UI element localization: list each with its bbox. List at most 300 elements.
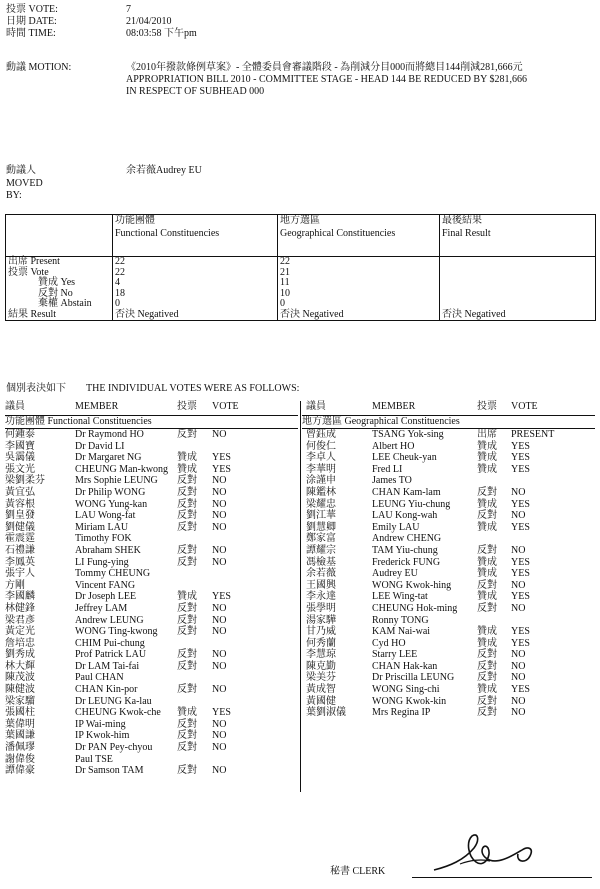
col-vote-zh: 投票 xyxy=(177,401,197,412)
member-name-en: Starry LEE xyxy=(372,649,418,661)
summary-cell: 否決 Negatived xyxy=(278,310,440,321)
list-column-header xyxy=(5,401,298,416)
member-name-en: LEE Wing-tat xyxy=(372,591,428,603)
member-name-zh: 李慧琼 xyxy=(306,649,336,661)
summary-row-label: 投票 Vote xyxy=(6,268,113,279)
summary-col-final xyxy=(440,215,596,257)
member-vote-en: NO xyxy=(212,556,227,568)
member-row xyxy=(5,626,298,638)
member-vote-zh: 反對 xyxy=(477,695,497,707)
member-name-zh: 劉慧卿 xyxy=(306,521,336,533)
member-name-en: Audrey EU xyxy=(372,568,418,580)
member-name-en: CHEUNG Kwok-che xyxy=(75,707,161,719)
member-name-en: Dr Philip WONG xyxy=(75,486,146,498)
member-vote-zh: 反對 xyxy=(177,556,197,568)
member-name-zh: 黃成智 xyxy=(306,684,336,696)
member-vote-zh: 贊成 xyxy=(177,452,197,464)
member-name-zh: 譚偉豪 xyxy=(5,765,35,777)
member-row xyxy=(302,591,595,603)
member-name-zh: 葉劉淑儀 xyxy=(306,707,346,719)
member-vote-zh: 反對 xyxy=(177,486,197,498)
member-vote-en: YES xyxy=(511,463,530,475)
member-vote-zh: 反對 xyxy=(177,498,197,510)
member-name-en: LEUNG Yiu-chung xyxy=(372,498,451,510)
member-row xyxy=(302,475,595,487)
member-vote-zh: 贊成 xyxy=(177,463,197,475)
member-name-zh: 謝偉俊 xyxy=(5,753,35,765)
member-vote-en: NO xyxy=(511,649,526,661)
member-vote-en: NO xyxy=(511,579,526,591)
summary-cell xyxy=(440,257,596,268)
summary-row-label-cell xyxy=(6,299,113,310)
member-name-en: Jeffrey LAM xyxy=(75,602,128,614)
member-vote-en: NO xyxy=(212,626,227,638)
member-vote-zh: 反對 xyxy=(177,510,197,522)
member-name-en: TSANG Yok-sing xyxy=(372,429,444,440)
col-member-zh: 議員 xyxy=(5,401,25,412)
motion-chinese: 《2010年撥款條例草案》- 全體委員會審議階段 - 為削減分目000而將總目144削減281,666元 xyxy=(126,62,523,73)
col-vote-en: VOTE xyxy=(511,401,538,412)
col-vote-zh: 投票 xyxy=(477,401,497,412)
summary-cell: 否決 Negatived xyxy=(440,310,596,321)
member-row xyxy=(302,533,595,545)
summary-cell: 否決 Negatived xyxy=(113,310,278,321)
individual-votes-intro: 個別表決如下 THE INDIVIDUAL VOTES WERE AS FOLLOWS: xyxy=(6,383,300,394)
summary-col-fc xyxy=(113,215,278,257)
motion-english-line1: APPROPRIATION BILL 2010 - COMMITTEE STAGE - HEAD 144 BE REDUCED BY $281,666 xyxy=(126,74,527,85)
date-label: 日期 DATE: xyxy=(6,16,57,27)
member-name-zh: 王國興 xyxy=(306,579,336,591)
member-row xyxy=(5,487,298,499)
member-vote-en: NO xyxy=(511,510,526,522)
member-row xyxy=(302,510,595,522)
member-vote-zh: 反對 xyxy=(177,684,197,696)
member-vote-en: NO xyxy=(212,649,227,661)
member-name-en: Dr Samson TAM xyxy=(75,765,144,777)
member-name-en: Dr PAN Pey-chyou xyxy=(75,742,153,754)
member-vote-zh: 贊成 xyxy=(177,591,197,603)
time-row xyxy=(6,28,306,40)
member-row xyxy=(5,638,298,650)
member-vote-en: NO xyxy=(212,614,227,626)
member-name-zh: 馮檢基 xyxy=(306,556,336,568)
summary-cell xyxy=(440,289,596,300)
column-divider xyxy=(300,401,301,792)
member-vote-zh: 贊成 xyxy=(477,637,497,649)
member-row xyxy=(5,754,298,766)
member-row xyxy=(5,649,298,661)
vote-number-row xyxy=(6,4,306,16)
member-row xyxy=(5,707,298,719)
member-vote-zh: 反對 xyxy=(177,765,197,777)
member-name-en: CHAN Hak-kan xyxy=(372,660,438,672)
member-vote-en: NO xyxy=(212,429,227,440)
member-name-zh: 甘乃威 xyxy=(306,626,336,638)
member-vote-zh: 反對 xyxy=(177,730,197,742)
member-row xyxy=(5,568,298,580)
member-row xyxy=(5,580,298,592)
member-row xyxy=(302,696,595,708)
member-name-zh: 詹培忠 xyxy=(5,637,35,649)
member-name-en: WONG Sing-chi xyxy=(372,684,440,696)
member-row xyxy=(302,452,595,464)
member-vote-en: YES xyxy=(212,591,231,603)
summary-row-label: 反對 No xyxy=(38,287,73,299)
member-vote-en: NO xyxy=(212,602,227,614)
fc-vote-list xyxy=(5,401,298,777)
member-name-en: Mrs Regina IP xyxy=(372,707,431,719)
member-vote-zh: 贊成 xyxy=(477,498,497,510)
member-name-en: CHAN Kin-por xyxy=(75,684,138,696)
member-name-zh: 林大輝 xyxy=(5,660,35,672)
member-name-en: LAU Kong-wah xyxy=(372,510,438,522)
member-name-zh: 何俊仁 xyxy=(306,440,336,452)
member-name-en: Miriam LAU xyxy=(75,521,129,533)
member-row xyxy=(302,638,595,650)
member-name-zh: 葉偉明 xyxy=(5,718,35,730)
summary-cell: 4 xyxy=(113,278,278,289)
member-name-en: Vincent FANG xyxy=(75,579,136,591)
member-name-en: Abraham SHEK xyxy=(75,544,141,556)
member-row xyxy=(5,452,298,464)
vote-number-value: 7 xyxy=(126,4,131,15)
member-name-en: Tommy CHEUNG xyxy=(75,568,151,580)
member-vote-zh: 出席 xyxy=(477,429,497,440)
member-vote-zh: 反對 xyxy=(177,602,197,614)
member-row xyxy=(5,522,298,534)
member-vote-en: YES xyxy=(212,463,231,475)
member-vote-zh: 反對 xyxy=(177,429,197,440)
member-vote-zh: 反對 xyxy=(177,660,197,672)
member-name-zh: 李國麟 xyxy=(5,591,35,603)
col-gc-zh: 地方選區 xyxy=(280,215,320,226)
member-vote-zh: 贊成 xyxy=(477,452,497,464)
member-name-en: KAM Nai-wai xyxy=(372,626,431,638)
member-row xyxy=(5,499,298,511)
summary-header-row xyxy=(6,215,596,257)
member-row xyxy=(5,765,298,777)
member-vote-en: NO xyxy=(212,486,227,498)
summary-row-label-cell xyxy=(6,278,113,289)
member-vote-zh: 反對 xyxy=(477,672,497,684)
member-name-zh: 李華明 xyxy=(306,463,336,475)
summary-row-yes xyxy=(6,278,596,289)
member-name-zh: 方剛 xyxy=(5,579,25,591)
col-member-en: MEMBER xyxy=(372,401,416,412)
member-vote-en: YES xyxy=(511,440,530,452)
member-row xyxy=(302,615,595,627)
summary-cell xyxy=(440,268,596,279)
gc-section-title: 地方選區 Geographical Constituencies xyxy=(302,416,595,429)
member-vote-zh: 反對 xyxy=(477,486,497,498)
member-name-zh: 林健鋒 xyxy=(5,602,35,614)
member-vote-en: NO xyxy=(511,672,526,684)
member-name-en: Frederick FUNG xyxy=(372,556,441,568)
member-vote-zh: 反對 xyxy=(477,544,497,556)
member-vote-en: NO xyxy=(212,718,227,730)
member-vote-en: YES xyxy=(511,556,530,568)
member-name-zh: 黃宜弘 xyxy=(5,486,35,498)
member-vote-zh: 反對 xyxy=(177,521,197,533)
member-row xyxy=(302,661,595,673)
member-row xyxy=(5,742,298,754)
col-gc-en: Geographical Constituencies xyxy=(280,227,396,239)
member-name-zh: 陳克勤 xyxy=(306,660,336,672)
member-vote-en: NO xyxy=(212,544,227,556)
member-row xyxy=(302,499,595,511)
member-row xyxy=(5,719,298,731)
member-row xyxy=(5,533,298,545)
member-vote-zh: 贊成 xyxy=(477,440,497,452)
mover-label: 動議人 MOVED BY: xyxy=(6,165,43,201)
member-vote-en: NO xyxy=(212,730,227,742)
clerk-signature-line xyxy=(412,877,592,878)
member-name-zh: 黃定光 xyxy=(5,626,35,638)
member-vote-zh: 反對 xyxy=(177,544,197,556)
list-column-header xyxy=(302,401,595,416)
summary-cell: 22 xyxy=(113,257,278,268)
member-name-en: Mrs Sophie LEUNG xyxy=(75,475,158,487)
member-row xyxy=(302,487,595,499)
member-name-zh: 陳健波 xyxy=(5,684,35,696)
member-row xyxy=(5,429,298,441)
member-name-zh: 張文光 xyxy=(5,463,35,475)
summary-row-label: 贊成 Yes xyxy=(38,277,76,288)
member-vote-zh: 贊成 xyxy=(477,463,497,475)
member-name-en: Dr Margaret NG xyxy=(75,452,142,464)
member-row xyxy=(5,510,298,522)
summary-table xyxy=(5,214,596,321)
member-row xyxy=(5,441,298,453)
member-name-en: Ronny TONG xyxy=(372,614,429,626)
col-member-en: MEMBER xyxy=(75,401,119,412)
member-name-en: IP Wai-ming xyxy=(75,718,126,730)
col-final-en: Final Result xyxy=(442,227,491,239)
member-vote-en: YES xyxy=(511,637,530,649)
member-row xyxy=(5,661,298,673)
member-name-zh: 劉江華 xyxy=(306,510,336,522)
member-name-zh: 黃國健 xyxy=(306,695,336,707)
member-name-en: CHAN Kam-lam xyxy=(372,486,441,498)
member-vote-en: NO xyxy=(511,660,526,672)
summary-row-label: 出席 Present xyxy=(6,257,113,268)
col-member-zh: 議員 xyxy=(306,401,326,412)
member-name-zh: 何鍾泰 xyxy=(5,429,35,440)
member-vote-zh: 反對 xyxy=(177,718,197,730)
summary-col-gc xyxy=(278,215,440,257)
member-vote-zh: 反對 xyxy=(477,579,497,591)
member-name-zh: 葉國謙 xyxy=(5,730,35,742)
summary-cell: 18 xyxy=(113,289,278,300)
member-row xyxy=(5,672,298,684)
member-row xyxy=(302,626,595,638)
member-row xyxy=(5,730,298,742)
member-vote-en: NO xyxy=(511,602,526,614)
member-name-en: LI Fung-ying xyxy=(75,556,129,568)
member-row xyxy=(5,545,298,557)
member-name-en: WONG Kwok-hing xyxy=(372,579,452,591)
member-name-zh: 梁美芬 xyxy=(306,672,336,684)
member-name-zh: 鄭家富 xyxy=(306,533,336,545)
member-name-zh: 劉皇發 xyxy=(5,510,35,522)
summary-cell xyxy=(440,278,596,289)
member-vote-zh: 反對 xyxy=(177,614,197,626)
summary-row-label: 棄權 Abstain xyxy=(38,298,92,309)
member-name-zh: 潘佩璆 xyxy=(5,742,35,754)
member-vote-zh: 贊成 xyxy=(477,591,497,603)
summary-cell: 0 xyxy=(113,299,278,310)
member-vote-zh: 贊成 xyxy=(177,707,197,719)
member-vote-zh: 反對 xyxy=(477,510,497,522)
mover-value: 余若薇Audrey EU xyxy=(126,165,202,176)
col-fc-zh: 功能團體 xyxy=(115,215,155,226)
summary-cell: 22 xyxy=(278,257,440,268)
member-name-zh: 梁耀忠 xyxy=(306,498,336,510)
member-vote-en: NO xyxy=(212,498,227,510)
member-name-en: Fred LI xyxy=(372,463,403,475)
member-name-en: Andrew CHENG xyxy=(372,533,442,545)
member-vote-zh: 反對 xyxy=(477,707,497,719)
member-vote-en: NO xyxy=(212,765,227,777)
member-row xyxy=(302,441,595,453)
member-name-en: TAM Yiu-chung xyxy=(372,544,438,556)
member-name-en: Andrew LEUNG xyxy=(75,614,144,626)
time-value: 08:03:58 下午pm xyxy=(126,28,197,39)
member-vote-zh: 贊成 xyxy=(477,568,497,580)
member-row xyxy=(5,557,298,569)
member-row xyxy=(302,429,595,441)
summary-cell: 11 xyxy=(278,278,440,289)
member-row xyxy=(5,603,298,615)
member-name-zh: 李國寶 xyxy=(5,440,35,452)
member-name-zh: 湯家驊 xyxy=(306,614,336,626)
member-vote-en: NO xyxy=(212,521,227,533)
member-vote-en: NO xyxy=(511,486,526,498)
summary-row-vote xyxy=(6,268,596,279)
member-name-zh: 余若薇 xyxy=(306,568,336,580)
clerk-label: 秘書 CLERK xyxy=(330,866,386,877)
member-name-en: Timothy FOK xyxy=(75,533,132,545)
member-name-en: James TO xyxy=(372,475,412,487)
member-name-en: CHIM Pui-chung xyxy=(75,637,145,649)
summary-row-no xyxy=(6,289,596,300)
member-vote-zh: 贊成 xyxy=(477,684,497,696)
member-vote-zh: 反對 xyxy=(177,626,197,638)
summary-cell xyxy=(440,299,596,310)
member-name-zh: 李卓人 xyxy=(306,452,336,464)
motion-label: 動議 MOTION: xyxy=(6,62,72,73)
member-vote-en: NO xyxy=(212,475,227,487)
member-vote-zh: 贊成 xyxy=(477,521,497,533)
summary-row-result xyxy=(6,310,596,321)
member-name-zh: 李鳳英 xyxy=(5,556,35,568)
member-name-en: Cyd HO xyxy=(372,637,406,649)
member-name-en: IP Kwok-him xyxy=(75,730,130,742)
member-row xyxy=(302,545,595,557)
member-name-zh: 陳鑑林 xyxy=(306,486,336,498)
member-row xyxy=(302,684,595,696)
member-row xyxy=(302,557,595,569)
date-value: 21/04/2010 xyxy=(126,16,172,27)
motion-body xyxy=(126,62,596,98)
member-name-en: Prof Patrick LAU xyxy=(75,649,147,661)
member-name-zh: 譚耀宗 xyxy=(306,544,336,556)
member-name-zh: 劉健儀 xyxy=(5,521,35,533)
member-name-zh: 吳靄儀 xyxy=(5,452,35,464)
member-name-zh: 石禮謙 xyxy=(5,544,35,556)
time-label: 時間 TIME: xyxy=(6,28,56,39)
summary-row-abstain xyxy=(6,299,596,310)
member-vote-zh: 贊成 xyxy=(477,626,497,638)
member-name-en: Dr LAM Tai-fai xyxy=(75,660,140,672)
member-row xyxy=(5,696,298,708)
member-name-en: Dr Raymond HO xyxy=(75,429,144,440)
summary-cell: 0 xyxy=(278,299,440,310)
member-name-zh: 梁君彥 xyxy=(5,614,35,626)
member-name-en: LEE Cheuk-yan xyxy=(372,452,437,464)
member-row xyxy=(302,649,595,661)
member-vote-en: YES xyxy=(511,591,530,603)
clerk-signature xyxy=(430,826,550,878)
member-name-en: Paul TSE xyxy=(75,753,113,765)
member-name-en: Dr Priscilla LEUNG xyxy=(372,672,455,684)
member-row xyxy=(5,464,298,476)
member-vote-en: YES xyxy=(511,626,530,638)
member-name-zh: 張學明 xyxy=(306,602,336,614)
col-final-zh: 最後結果 xyxy=(442,215,482,226)
member-vote-en: YES xyxy=(212,707,231,719)
member-name-en: Emily LAU xyxy=(372,521,420,533)
col-vote-en: VOTE xyxy=(212,401,239,412)
member-vote-en: NO xyxy=(511,707,526,719)
member-name-en: CHEUNG Hok-ming xyxy=(372,602,458,614)
motion-english-line2: IN RESPECT OF SUBHEAD 000 xyxy=(126,86,265,97)
vote-number-label: 投票 VOTE: xyxy=(6,4,58,15)
col-fc-en: Functional Constituencies xyxy=(115,227,220,239)
member-vote-zh: 反對 xyxy=(177,742,197,754)
member-name-zh: 涂謹申 xyxy=(306,475,336,487)
member-vote-zh: 贊成 xyxy=(477,556,497,568)
member-vote-zh: 反對 xyxy=(477,602,497,614)
member-name-en: Dr David LI xyxy=(75,440,125,452)
member-name-zh: 何秀蘭 xyxy=(306,637,336,649)
member-name-en: Dr LEUNG Ka-lau xyxy=(75,695,152,707)
member-name-en: Albert HO xyxy=(372,440,415,452)
member-vote-zh: 反對 xyxy=(477,649,497,661)
member-row xyxy=(302,522,595,534)
member-name-en: CHEUNG Man-kwong xyxy=(75,463,169,475)
member-name-en: WONG Kwok-kin xyxy=(372,695,447,707)
member-row xyxy=(302,464,595,476)
summary-cell: 22 xyxy=(113,268,278,279)
member-row xyxy=(5,615,298,627)
member-name-zh: 李永達 xyxy=(306,591,336,603)
member-row xyxy=(302,568,595,580)
member-name-zh: 曾鈺成 xyxy=(306,429,336,440)
member-vote-en: NO xyxy=(511,544,526,556)
member-name-zh: 梁家騮 xyxy=(5,695,35,707)
gc-vote-list xyxy=(302,401,595,719)
member-vote-en: YES xyxy=(212,452,231,464)
member-name-zh: 霍震霆 xyxy=(5,533,35,545)
member-name-zh: 張國柱 xyxy=(5,707,35,719)
summary-cell: 21 xyxy=(278,268,440,279)
member-row xyxy=(302,580,595,592)
member-name-zh: 黃容根 xyxy=(5,498,35,510)
summary-corner-cell xyxy=(6,215,113,257)
member-row xyxy=(5,591,298,603)
member-name-zh: 張宇人 xyxy=(5,568,35,580)
